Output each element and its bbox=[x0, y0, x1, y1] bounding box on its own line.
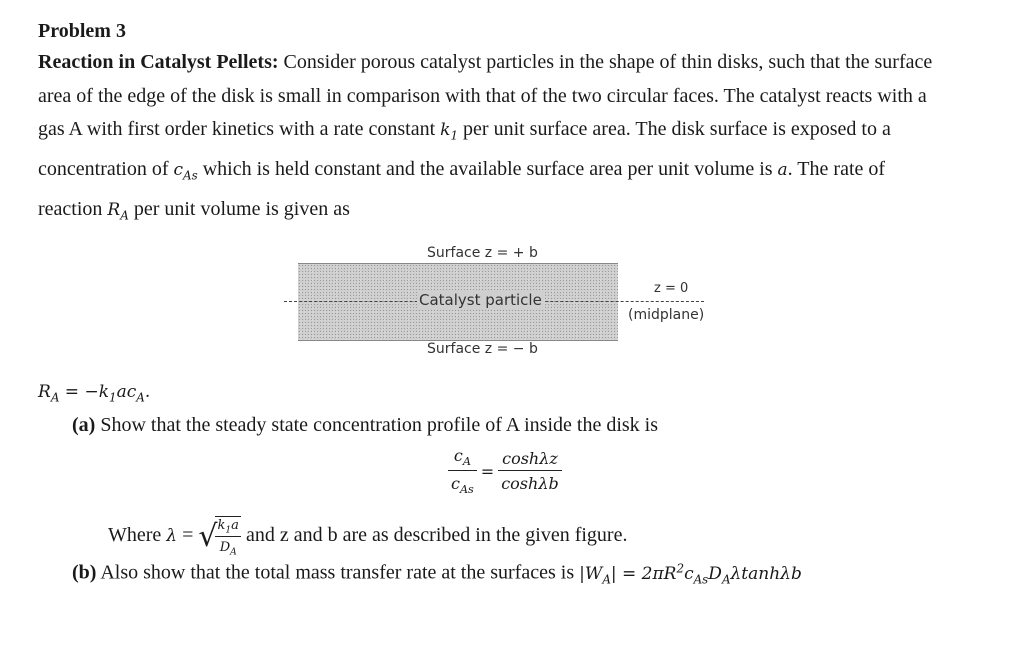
statement-text-1: Consider porous catalyst particles in the shape of thin disks, such that the surface area of the edge of the disk is small in comparison with that of the two circular faces. The catalyst reacts with a gas A with first order kinetics with a rate constant bbox=[38, 51, 933, 140]
cosh-ratio: $\frac{\cosh\lambda z}{\cosh\lambda b}$ bbox=[498, 449, 562, 493]
rate-constant-symbol: $k_1$ bbox=[440, 120, 459, 143]
rate-equation: $R_A = -k_1ac_A$. bbox=[38, 382, 151, 405]
midplane-label: (midplane) bbox=[628, 307, 705, 323]
rate-symbol: $R_A$ bbox=[107, 199, 129, 223]
lambda-definition: Where λ = √ $\frac{k_1a}{D_A}$ and z and b are as described in the given figure. bbox=[108, 518, 628, 558]
z0-label: z = 0 bbox=[654, 281, 689, 296]
catalyst-label: Catalyst particle bbox=[419, 291, 542, 309]
part-a bbox=[72, 414, 658, 437]
statement-text-3: which is held constant and the available surface area per unit volume is bbox=[197, 157, 778, 180]
statement-text-2: per unit surface area. The disk surface is exposed to a concentration of bbox=[38, 118, 891, 180]
radical-sign: √ bbox=[198, 518, 218, 554]
surface-top-label: Surface z = + b bbox=[427, 245, 538, 261]
part-b-label: (b) bbox=[72, 561, 97, 584]
surface-concentration-symbol: $c_{As}$ bbox=[173, 159, 198, 183]
sqrt-expression: √ $\frac{k_1a}{D_A}$ bbox=[198, 518, 239, 558]
area-symbol: a bbox=[777, 159, 788, 180]
statement-text-5: per unit volume is given as bbox=[128, 197, 350, 220]
statement-text-4: . The rate of reaction bbox=[38, 157, 886, 220]
mass-transfer-expression: $|W_A| = 2\pi R^2c_{As}D_A\lambda\tanh\lambda b$ bbox=[579, 561, 802, 587]
disk-figure bbox=[284, 240, 744, 370]
concentration-profile-equation: $\frac{c_A}{c_{As}}$ = $\frac{\cosh\lambda z}{\cosh\lambda b}$ bbox=[448, 446, 562, 496]
part-b-text: Also show that the total mass transfer rate at the surfaces is bbox=[96, 561, 580, 584]
problem-title: Problem 3 bbox=[38, 20, 126, 42]
part-a-label: (a) bbox=[72, 414, 96, 436]
problem-statement bbox=[38, 46, 952, 233]
part-a-text: Show that the steady state concentration profile of A inside the disk is bbox=[95, 414, 658, 436]
concentration-ratio: $\frac{c_A}{c_{As}}$ bbox=[448, 446, 477, 496]
surface-bottom-label: Surface z = − b bbox=[427, 341, 538, 357]
problem-heading: Reaction in Catalyst Pellets: bbox=[38, 51, 279, 73]
part-b bbox=[72, 561, 802, 586]
